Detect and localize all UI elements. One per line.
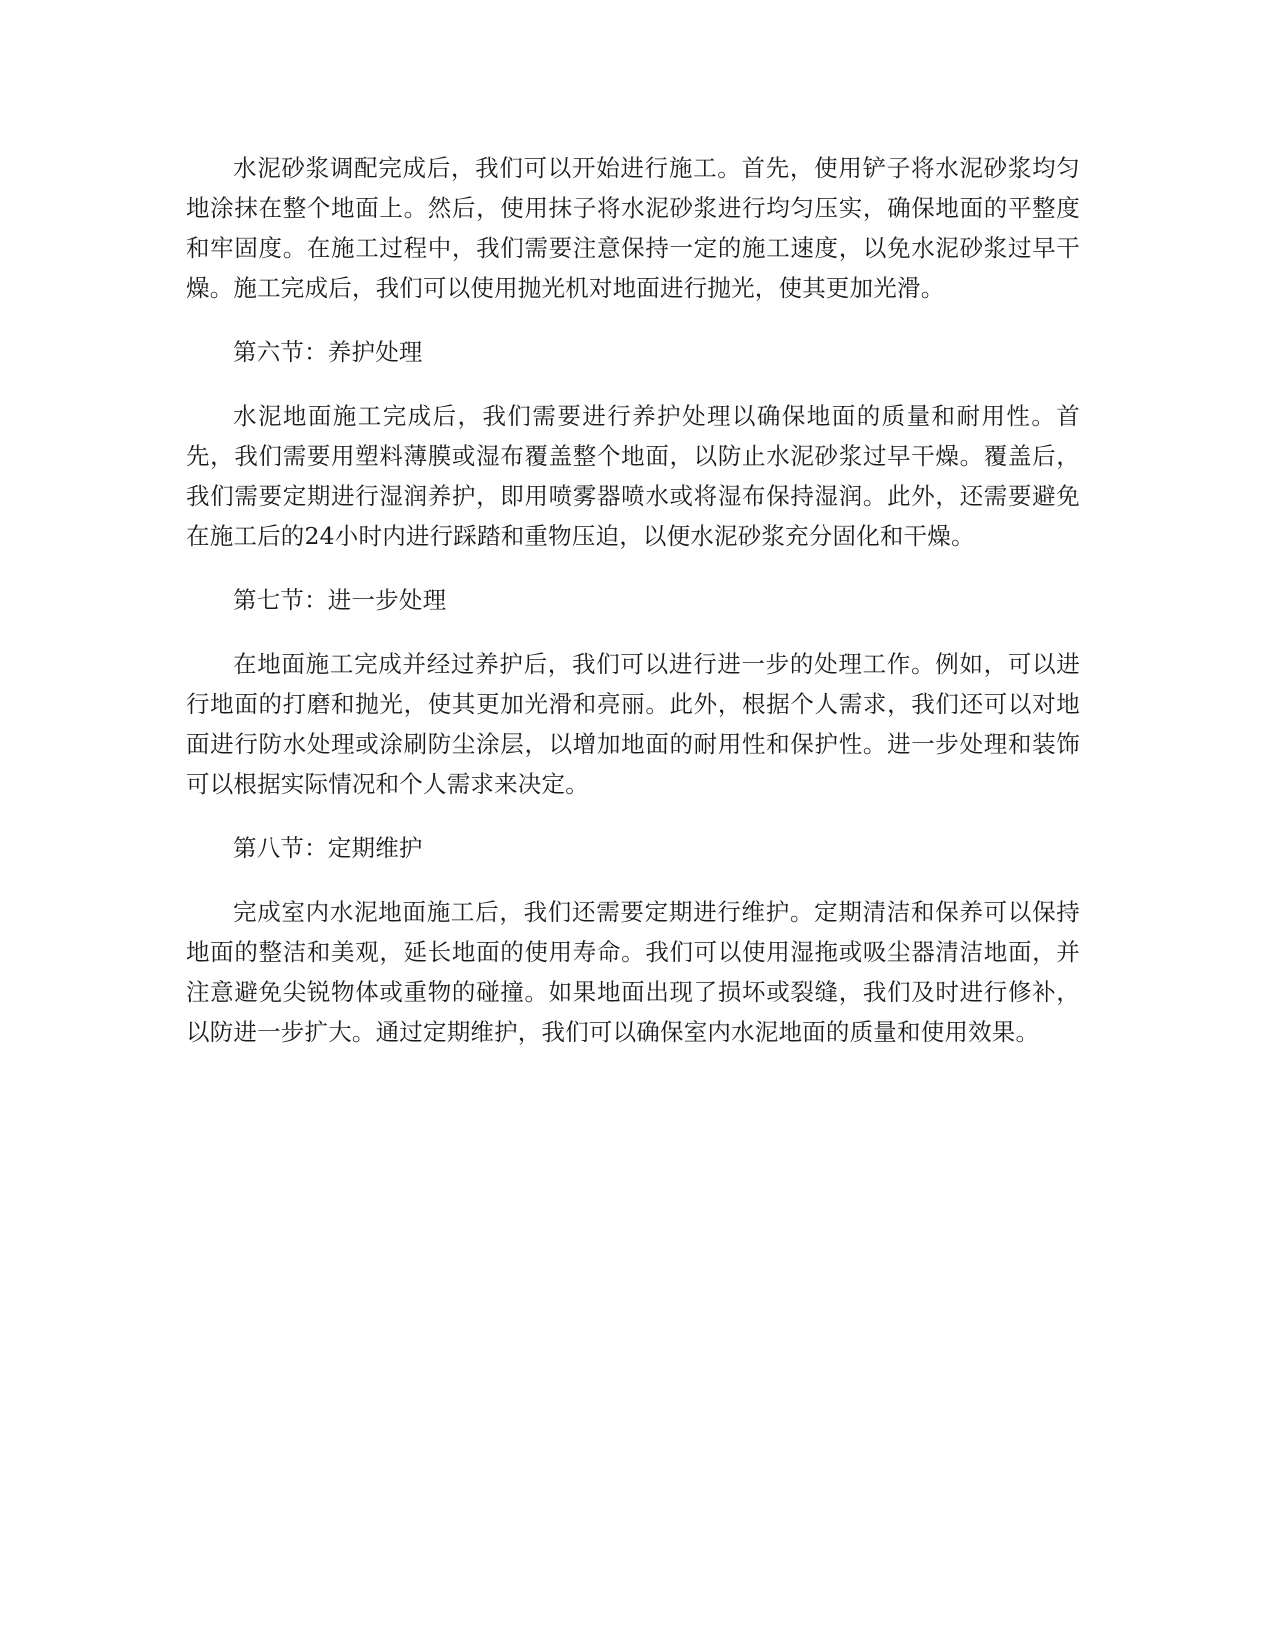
paragraph-curing: 水泥地面施工完成后，我们需要进行养护处理以确保地面的质量和耐用性。首先，我们需要用塑料薄膜或湿布覆盖整个地面，以防止水泥砂浆过早干燥。覆盖后，我们需要定期进行湿润养护，即用喷雾器喷水或将湿布保持湿润。此外，还需要避免在施工后的24小时内进行踩踏和重物压迫，以便水泥砂浆充分固化和干燥。 xyxy=(186,402,1080,550)
paragraph-construction: 水泥砂浆调配完成后，我们可以开始进行施工。首先，使用铲子将水泥砂浆均匀地涂抹在整个地面上。然后，使用抹子将水泥砂浆进行均匀压实，确保地面的平整度和牢固度。在施工过程中，我们需要注意保持一定的施工速度，以免水泥砂浆过早干燥。施工完成后，我们可以使用抛光机对地面进行抛光，使其更加光滑。 xyxy=(186,154,1080,302)
section-heading-8: 第八节：定期维护 xyxy=(233,834,423,862)
document-body xyxy=(186,148,1080,1052)
paragraph-maintenance: 完成室内水泥地面施工后，我们还需要定期进行维护。定期清洁和保养可以保持地面的整洁和美观，延长地面的使用寿命。我们可以使用湿拖或吸尘器清洁地面，并注意避免尖锐物体或重物的碰撞。如果地面出现了损坏或裂缝，我们及时进行修补，以防进一步扩大。通过定期维护，我们可以确保室内水泥地面的质量和使用效果。 xyxy=(186,898,1080,1046)
paragraph-further-treatment: 在地面施工完成并经过养护后，我们可以进行进一步的处理工作。例如，可以进行地面的打磨和抛光，使其更加光滑和亮丽。此外，根据个人需求，我们还可以对地面进行防水处理或涂刷防尘涂层，以增加地面的耐用性和保护性。进一步处理和装饰可以根据实际情况和个人需求来决定。 xyxy=(186,650,1080,798)
section-heading-6: 第六节：养护处理 xyxy=(233,338,423,366)
section-heading-7: 第七节：进一步处理 xyxy=(233,586,447,614)
